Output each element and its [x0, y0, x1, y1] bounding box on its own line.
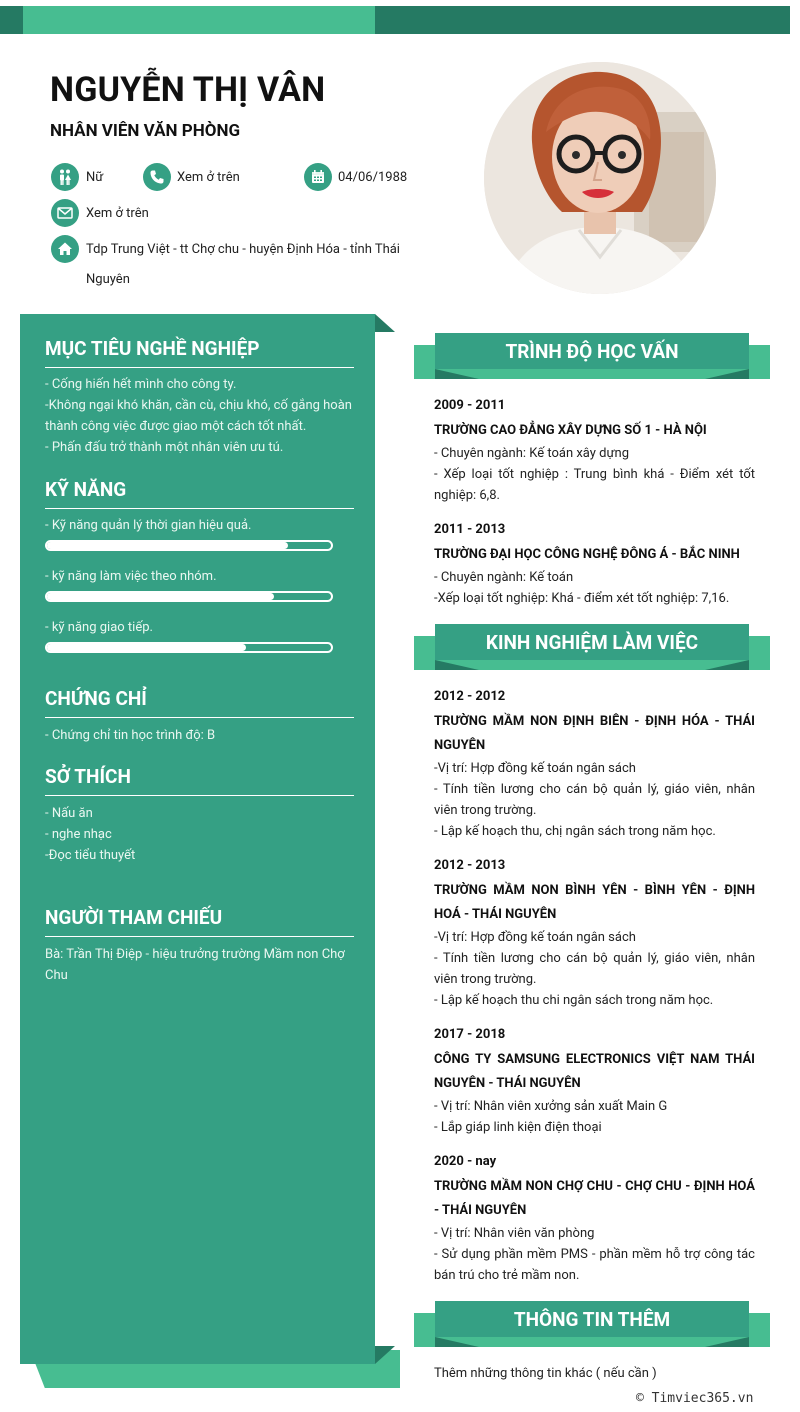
- entry-period: 2012 - 2013: [434, 858, 506, 873]
- entry-period: 2020 - nay: [434, 1154, 497, 1169]
- education-entry: [434, 520, 755, 609]
- education-entry: [434, 396, 755, 506]
- gender-icon: [51, 163, 79, 191]
- certificate-line: - Chứng chỉ tin học trình độ: B: [45, 728, 216, 743]
- entry-period: 2017 - 2018: [434, 1027, 506, 1042]
- skill-bar: [45, 642, 333, 653]
- entry-line: - Lập kế hoạch thu chi ngân sách trong năm học.: [434, 993, 714, 1008]
- entry-line: - Tính tiền lương cho cán bộ quản lý, giáo viên, nhân viên trong trường.: [434, 951, 755, 987]
- references-text: [45, 944, 357, 986]
- skill-bar-fill: [47, 593, 274, 600]
- experience-entry: [434, 1025, 755, 1138]
- entry-period: 2012 - 2012: [434, 689, 506, 704]
- objective-heading: MỤC TIÊU NGHỀ NGHIỆP: [45, 337, 354, 368]
- education-banner: [414, 333, 770, 379]
- entry-line: - Chuyên ngành: Kế toán xây dựng: [434, 446, 630, 461]
- experience-entry: [434, 687, 755, 842]
- candidate-position: NHÂN VIÊN VĂN PHÒNG: [50, 121, 241, 141]
- additional-banner: [414, 1301, 770, 1347]
- entry-line: - Vị trí: Nhân viên văn phòng: [434, 1226, 595, 1241]
- reference-line: Chu: [45, 968, 68, 983]
- candidate-name: NGUYỄN THỊ VÂN: [50, 70, 326, 110]
- entry-period: 2011 - 2013: [434, 522, 506, 537]
- gender-value: Nữ: [86, 170, 104, 185]
- address-line-2: Nguyên: [86, 272, 130, 287]
- entry-period: 2009 - 2011: [434, 398, 506, 413]
- additional-text: Thêm những thông tin khác ( nếu cần ): [434, 1366, 657, 1381]
- skill-label: - Kỹ năng quản lý thời gian hiệu quả.: [45, 518, 252, 533]
- entry-line: - Lắp giáp linh kiện điện thoại: [434, 1120, 602, 1135]
- hobby-line: -Đọc tiểu thuyết: [45, 848, 136, 863]
- experience-heading: KINH NGHIỆM LÀM VIỆC: [435, 624, 749, 660]
- avatar: [484, 62, 716, 294]
- skill-bar-fill: [47, 644, 246, 651]
- experience-entry: [434, 856, 755, 1011]
- email-icon: [51, 199, 79, 227]
- references-heading: NGƯỜI THAM CHIẾU: [45, 906, 354, 937]
- skill-bar: [45, 591, 333, 602]
- entry-line: - Xếp loại tốt nghiệp : Trung bình khá - Điểm xét tốt nghiệp: 6,8.: [434, 467, 755, 503]
- objective-line: - Phấn đấu trở thành một nhân viên ưu tú.: [45, 440, 284, 455]
- entry-company: TRƯỜNG MẦM NON CHỢ CHU - CHỢ CHU - ĐỊNH HOÁ - THÁI NGUYÊN: [434, 1179, 755, 1218]
- footer-watermark: © Timviec365.vn: [636, 1391, 754, 1406]
- hobby-line: - nghe nhạc: [45, 827, 112, 842]
- reference-line: Bà: Trần Thị Điệp - hiệu trưởng trường Mầm non Chợ: [45, 947, 345, 962]
- entry-line: - Vị trí: Nhân viên xưởng sản xuất Main G: [434, 1099, 668, 1114]
- entry-line: - Chuyên ngành: Kế toán: [434, 570, 574, 585]
- entry-company: TRƯỜNG MẦM NON ĐỊNH BIÊN - ĐỊNH HÓA - THÁI NGUYÊN: [434, 714, 755, 753]
- phone-value: Xem ở trên: [177, 170, 240, 185]
- hobby-line: - Nấu ăn: [45, 806, 93, 821]
- sidebar-fold-top: [375, 314, 395, 332]
- certificates-heading: CHỨNG CHỈ: [45, 687, 354, 718]
- entry-line: - Lập kế hoạch thu, chị ngân sách trong năm học.: [434, 824, 716, 839]
- hobbies-heading: SỞ THÍCH: [45, 765, 354, 796]
- objective-line: - Cống hiến hết mình cho công ty.: [45, 377, 237, 392]
- top-bar-light: [23, 6, 375, 34]
- entry-line: - Sử dụng phần mềm PMS - phần mềm hỗ trợ công tác bán trú cho trẻ mầm non.: [434, 1247, 755, 1283]
- entry-line: -Xếp loại tốt nghiệp: Khá - điểm xét tốt nghiệp: 7,16.: [434, 591, 730, 606]
- experience-banner: [414, 624, 770, 670]
- experience-entry: [434, 1152, 755, 1286]
- email-value: Xem ở trên: [86, 206, 149, 221]
- home-icon: [51, 235, 79, 263]
- skill-bar-fill: [47, 542, 288, 549]
- entry-school: TRƯỜNG CAO ĐẲNG XÂY DỰNG SỐ 1 - HÀ NỘI: [434, 423, 707, 438]
- objective-text: [45, 374, 357, 458]
- skills-heading: KỸ NĂNG: [45, 478, 354, 509]
- phone-icon: [143, 163, 171, 191]
- calendar-icon: [304, 163, 332, 191]
- entry-line: - Tính tiền lương cho cán bộ quản lý, giáo viên, nhân viên trong trường.: [434, 782, 755, 818]
- entry-line: -Vị trí: Hợp đồng kế toán ngân sách: [434, 930, 636, 945]
- entry-school: TRƯỜNG ĐẠI HỌC CÔNG NGHỆ ĐÔNG Á - BẮC NINH: [434, 547, 740, 562]
- hobbies-text: [45, 803, 357, 866]
- additional-heading: THÔNG TIN THÊM: [435, 1301, 749, 1337]
- education-heading: TRÌNH ĐỘ HỌC VẤN: [435, 333, 749, 369]
- entry-line: -Vị trí: Hợp đồng kế toán ngân sách: [434, 761, 636, 776]
- birthday-value: 04/06/1988: [338, 170, 408, 185]
- entry-company: CÔNG TY SAMSUNG ELECTRONICS VIỆT NAM THÁI NGUYÊN - THÁI NGUYÊN: [434, 1052, 755, 1091]
- skill-bar: [45, 540, 333, 551]
- objective-line: thành công việc được giao một cách tốt nhất.: [45, 419, 307, 434]
- skill-label: - kỹ năng giao tiếp.: [45, 620, 153, 635]
- skill-label: - kỹ năng làm việc theo nhóm.: [45, 569, 217, 584]
- entry-company: TRƯỜNG MẦM NON BÌNH YÊN - BÌNH YÊN - ĐỊNH HOÁ - THÁI NGUYÊN: [434, 883, 755, 922]
- objective-line: -Không ngại khó khăn, cần cù, chịu khó, cố gắng hoàn: [45, 398, 352, 413]
- address-line-1: Tdp Trung Việt - tt Chợ chu - huyện Định Hóa - tỉnh Thái: [86, 242, 400, 257]
